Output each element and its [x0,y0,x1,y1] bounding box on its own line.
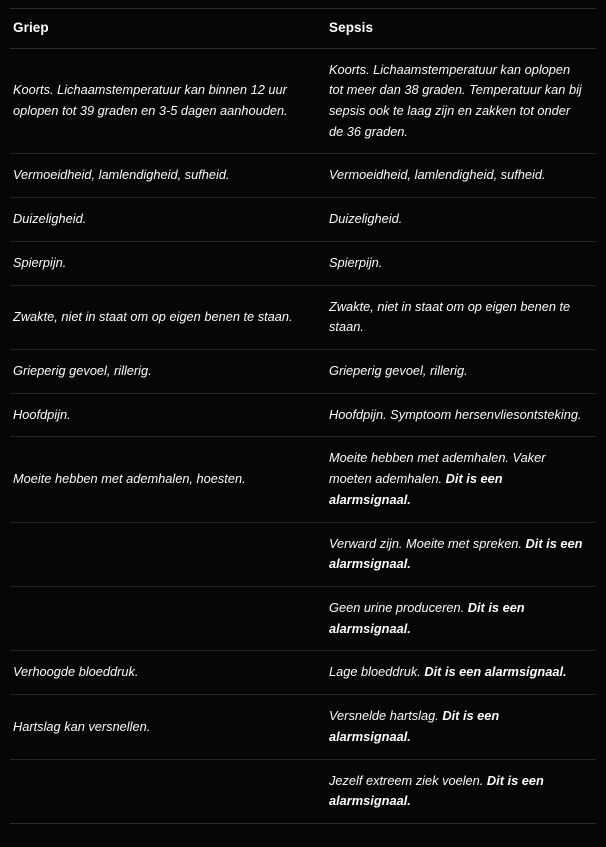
table-header [10,9,596,49]
sepsis-symptom-text: Spierpijn. [329,254,383,270]
cell-griep-symptom: Vermoeidheid, lamlendigheid, sufheid. [10,154,320,198]
cell-griep-symptom: Zwakte, niet in staat om op eigen benen te staan. [10,285,320,349]
alarm-signal-label: Dit is een alarmsignaal. [329,600,525,636]
cell-sepsis-symptom [320,759,596,823]
cell-griep-symptom: Hartslag kan versnellen. [10,695,320,759]
column-header-sepsis: Sepsis [320,9,596,49]
sepsis-symptom-text: Vermoeidheid, lamlendigheid, sufheid. [329,167,546,183]
table-row [10,154,596,198]
sepsis-symptom-text: Moeite hebben met ademhalen. Vaker moeten ademhalen. [329,450,546,487]
cell-sepsis-symptom [320,587,596,651]
cell-griep-symptom: Verhoogde bloeddruk. [10,651,320,695]
table-row [10,241,596,285]
cell-griep-symptom: Grieperig gevoel, rillerig. [10,350,320,394]
cell-sepsis-symptom [320,393,596,437]
cell-sepsis-symptom [320,695,596,759]
table-row [10,198,596,242]
cell-sepsis-symptom [320,651,596,695]
sepsis-symptom-text: Versnelde hartslag. [329,708,443,724]
sepsis-symptom-text: Lage bloeddruk. [329,664,425,680]
cell-sepsis-symptom [320,437,596,522]
cell-griep-empty [10,759,320,823]
cell-sepsis-symptom [320,350,596,394]
sepsis-symptom-text: Verward zijn. Moeite met spreken. [329,535,526,551]
cell-sepsis-symptom [320,285,596,349]
sepsis-symptom-text: Grieperig gevoel, rillerig. [329,363,468,379]
cell-sepsis-symptom [320,198,596,242]
table-body [10,48,596,824]
symptom-comparison-table [10,8,596,824]
alarm-signal-label: Dit is een alarmsignaal. [329,535,583,572]
sepsis-symptom-text: Duizeligheid. [329,211,403,227]
sepsis-symptom-text: Hoofdpijn. Symptoom hersenvliesontsteking. [329,406,582,422]
table-row [10,393,596,437]
cell-griep-symptom: Duizeligheid. [10,198,320,242]
table-row [10,350,596,394]
cell-griep-symptom: Moeite hebben met ademhalen, hoesten. [10,437,320,522]
table-row [10,437,596,522]
table-row [10,587,596,651]
cell-griep-empty [10,587,320,651]
cell-sepsis-symptom [320,48,596,154]
table-header-row [10,9,596,49]
sepsis-symptom-text: Jezelf extreem ziek voelen. [329,772,487,788]
sepsis-symptom-text: Geen urine produceren. [329,600,468,616]
table-row [10,285,596,349]
cell-griep-symptom: Spierpijn. [10,241,320,285]
table-row [10,759,596,823]
cell-griep-symptom: Koorts. Lichaamstemperatuur kan binnen 12 uur oplopen tot 39 graden en 3-5 dagen aanhouden. [10,48,320,154]
sepsis-symptom-text: Koorts. Lichaamstemperatuur kan oplopen tot meer dan 38 graden. Temperatuur kan bij sepsis ook te laag zijn en zakken tot onder de 36 graden. [329,61,582,139]
table-row [10,695,596,759]
table-row [10,651,596,695]
cell-griep-symptom: Hoofdpijn. [10,393,320,437]
cell-sepsis-symptom [320,154,596,198]
table-row [10,48,596,154]
alarm-signal-label: Dit is een alarmsignaal. [329,708,500,744]
alarm-signal-label: Dit is een alarmsignaal. [329,471,503,507]
sepsis-symptom-text: Zwakte, niet in staat om op eigen benen te staan. [329,298,571,335]
cell-griep-empty [10,522,320,586]
column-header-griep: Griep [10,9,320,49]
table-row [10,522,596,586]
alarm-signal-label: Dit is een alarmsignaal. [424,664,567,680]
alarm-signal-label: Dit is een alarmsignaal. [329,772,544,809]
cell-sepsis-symptom [320,241,596,285]
cell-sepsis-symptom [320,522,596,586]
